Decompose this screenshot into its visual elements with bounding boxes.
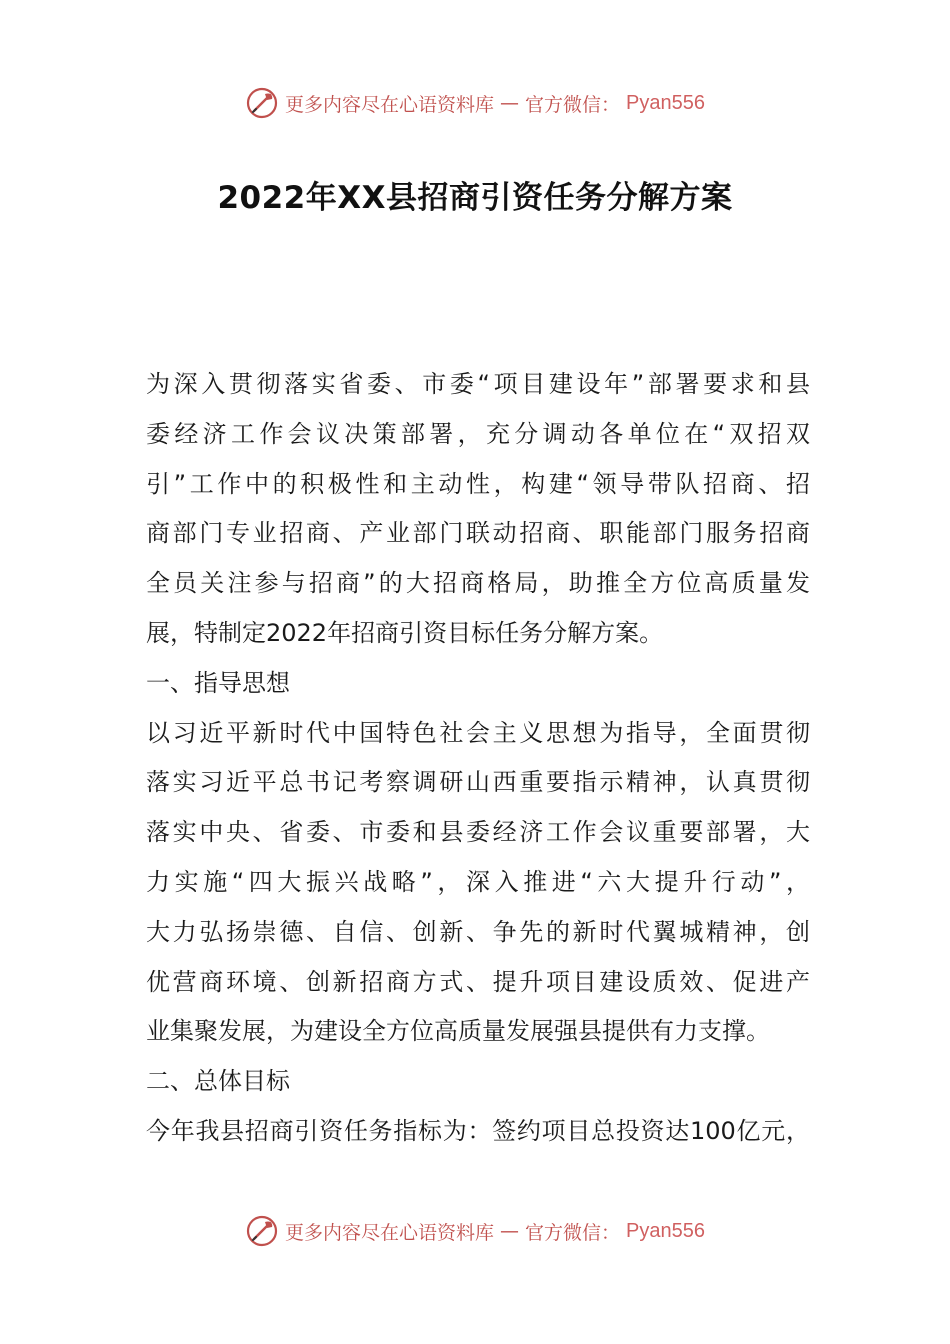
- body-line: 商部门专业招商、产业部门联动招商、职能部门服务招商: [146, 519, 810, 548]
- body-line: 以习近平新时代中国特色社会主义思想为指导，全面贯彻: [146, 718, 810, 747]
- watermark-wechat-id: Pyan556: [626, 91, 705, 114]
- body-line: 全员关注参与招商”的大招商格局，助推全方位高质量发: [146, 569, 810, 598]
- watermark-official: 官方微信：: [525, 1221, 621, 1244]
- watermark-wechat-id: Pyan556: [626, 1219, 705, 1242]
- body-line: 大力弘扬崇德、自信、创新、争先的新时代翼城精神，创: [146, 917, 810, 946]
- footer-watermark: [0, 1211, 950, 1251]
- body-line: 力实施“四大振兴战略”，深入推进“六大提升行动”，: [146, 867, 810, 896]
- body-line: 引”工作中的积极性和主动性，构建“领导带队招商、招: [146, 469, 810, 498]
- body-line: 今年我县招商引资任务指标为：签约项目总投资达100亿元，: [146, 1116, 810, 1145]
- body-line: 委经济工作会议决策部署，充分调动各单位在“双招双: [146, 419, 810, 448]
- quill-seal-icon: [245, 1214, 279, 1248]
- document-body: [146, 360, 810, 1157]
- body-line: 业集聚发展，为建设全方位高质量发展强县提供有力支撑。: [146, 1017, 770, 1046]
- body-line: 落实习近平总书记考察调研山西重要指示精神，认真贯彻: [146, 768, 810, 797]
- body-line: 落实中央、省委、市委和县委经济工作会议重要部署，大: [146, 818, 810, 847]
- body-line: 为深入贯彻落实省委、市委“项目建设年”部署要求和县: [146, 370, 810, 398]
- watermark-text: 更多内容尽在心语资料库: [285, 93, 495, 116]
- document-title: 2022年XX县招商引资任务分解方案: [217, 180, 733, 216]
- section-heading: 一、指导思想: [146, 668, 290, 697]
- quill-seal-icon: [245, 86, 279, 120]
- watermark-separator: —: [500, 92, 520, 114]
- section-heading: 二、总体目标: [146, 1067, 290, 1096]
- watermark-separator: —: [500, 1220, 520, 1242]
- watermark-text: 更多内容尽在心语资料库: [285, 1221, 495, 1244]
- body-line: 优营商环境、创新招商方式、提升项目建设质效、促进产: [146, 967, 810, 996]
- watermark-official: 官方微信：: [525, 93, 621, 116]
- body-line: 展，特制定2022年招商引资目标任务分解方案。: [146, 618, 664, 647]
- header-watermark: [0, 83, 950, 123]
